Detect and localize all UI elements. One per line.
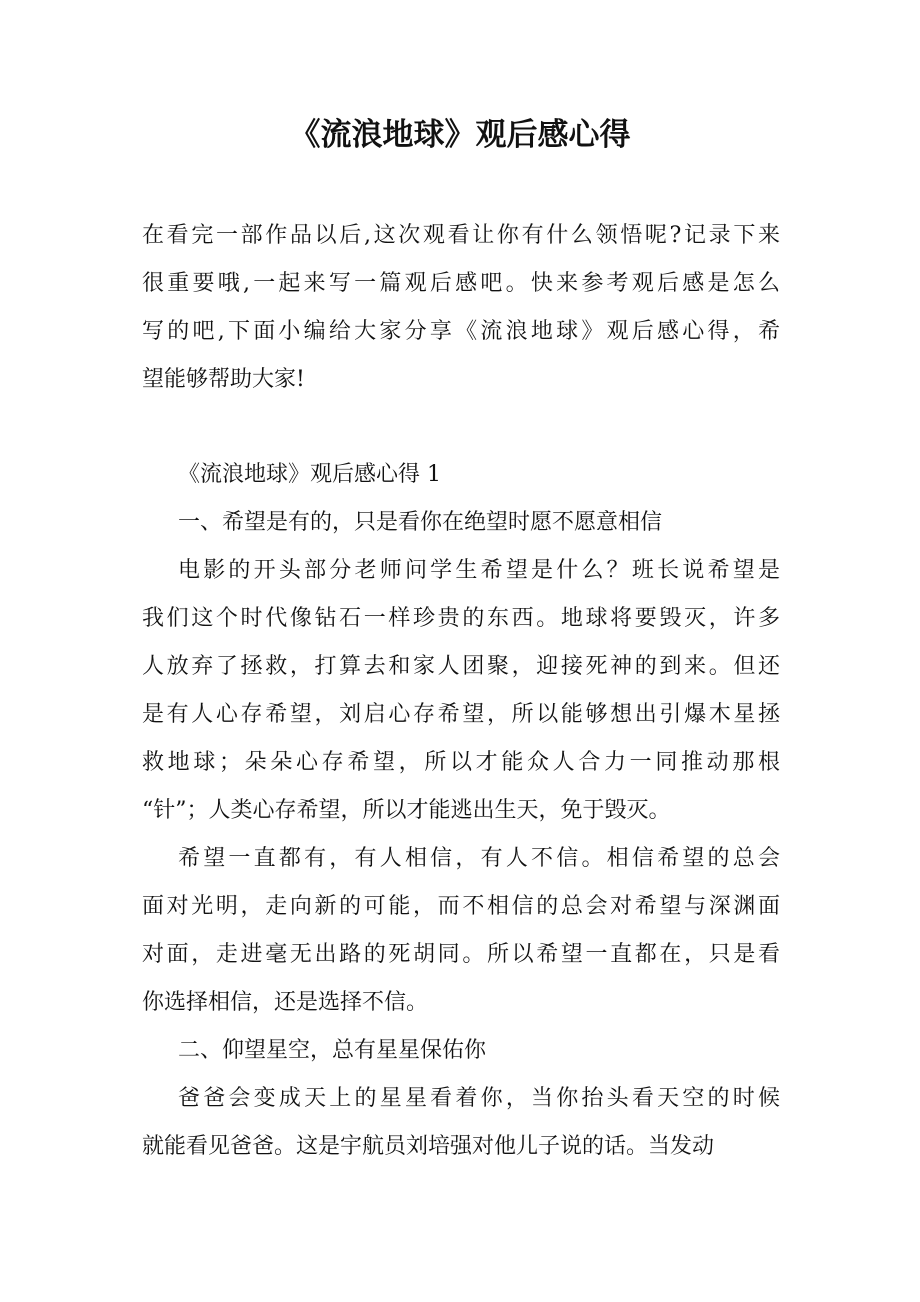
text-line: 《流浪地球》观后感心得 1 xyxy=(178,462,441,487)
body-paragraph xyxy=(142,1075,780,1171)
text-line: 我们这个时代像钻石一样珍贵的东西。地球将要毁灭，许多 xyxy=(142,606,780,631)
text-line: “针”；人类心存希望，所以才能逃出生天，免于毁灭。 xyxy=(142,798,671,823)
paragraph-gap xyxy=(142,404,780,451)
section-heading xyxy=(142,1027,780,1075)
text-line: 面对光明，走向新的可能，而不相信的总会对希望与深渊面 xyxy=(142,894,780,919)
text-line: 望能够帮助大家! xyxy=(142,367,305,392)
text-line: 你选择相信，还是选择不信。 xyxy=(142,990,429,1015)
document-body xyxy=(142,212,780,1171)
section-heading xyxy=(142,451,780,499)
text-line: 就能看见爸爸。这是宇航员刘培强对他儿子说的话。当发动 xyxy=(142,1134,715,1159)
text-line: 写的吧,下面小编给大家分享《流浪地球》观后感心得，希 xyxy=(142,319,780,344)
text-line: 在看完一部作品以后,这次观看让你有什么领悟呢?记录下来 xyxy=(142,223,780,248)
text-line: 是有人心存希望，刘启心存希望，所以能够想出引爆木星拯 xyxy=(142,702,780,727)
document-title: 《流浪地球》观后感心得 xyxy=(289,117,631,153)
text-line: 希望一直都有，有人相信，有人不信。相信希望的总会 xyxy=(178,846,780,871)
intro-paragraph xyxy=(142,212,780,404)
text-line: 对面，走进毫无出路的死胡同。所以希望一直都在，只是看 xyxy=(142,942,780,967)
text-line: 电影的开头部分老师问学生希望是什么？班长说希望是 xyxy=(178,558,780,583)
section-heading xyxy=(142,499,780,547)
text-line: 一、希望是有的，只是看你在绝望时愿不愿意相信 xyxy=(178,510,663,535)
text-line: 爸爸会变成天上的星星看着你，当你抬头看天空的时候 xyxy=(178,1086,780,1111)
text-line: 很重要哦,一起来写一篇观后感吧。快来参考观后感是怎么 xyxy=(142,271,780,296)
text-line: 二、仰望星空，总有星星保佑你 xyxy=(178,1038,487,1063)
body-paragraph xyxy=(142,547,780,835)
text-line: 救地球；朵朵心存希望，所以才能众人合力一同推动那根 xyxy=(142,750,780,775)
body-paragraph xyxy=(142,835,780,1027)
text-line: 人放弃了拯救，打算去和家人团聚，迎接死神的到来。但还 xyxy=(142,654,780,679)
